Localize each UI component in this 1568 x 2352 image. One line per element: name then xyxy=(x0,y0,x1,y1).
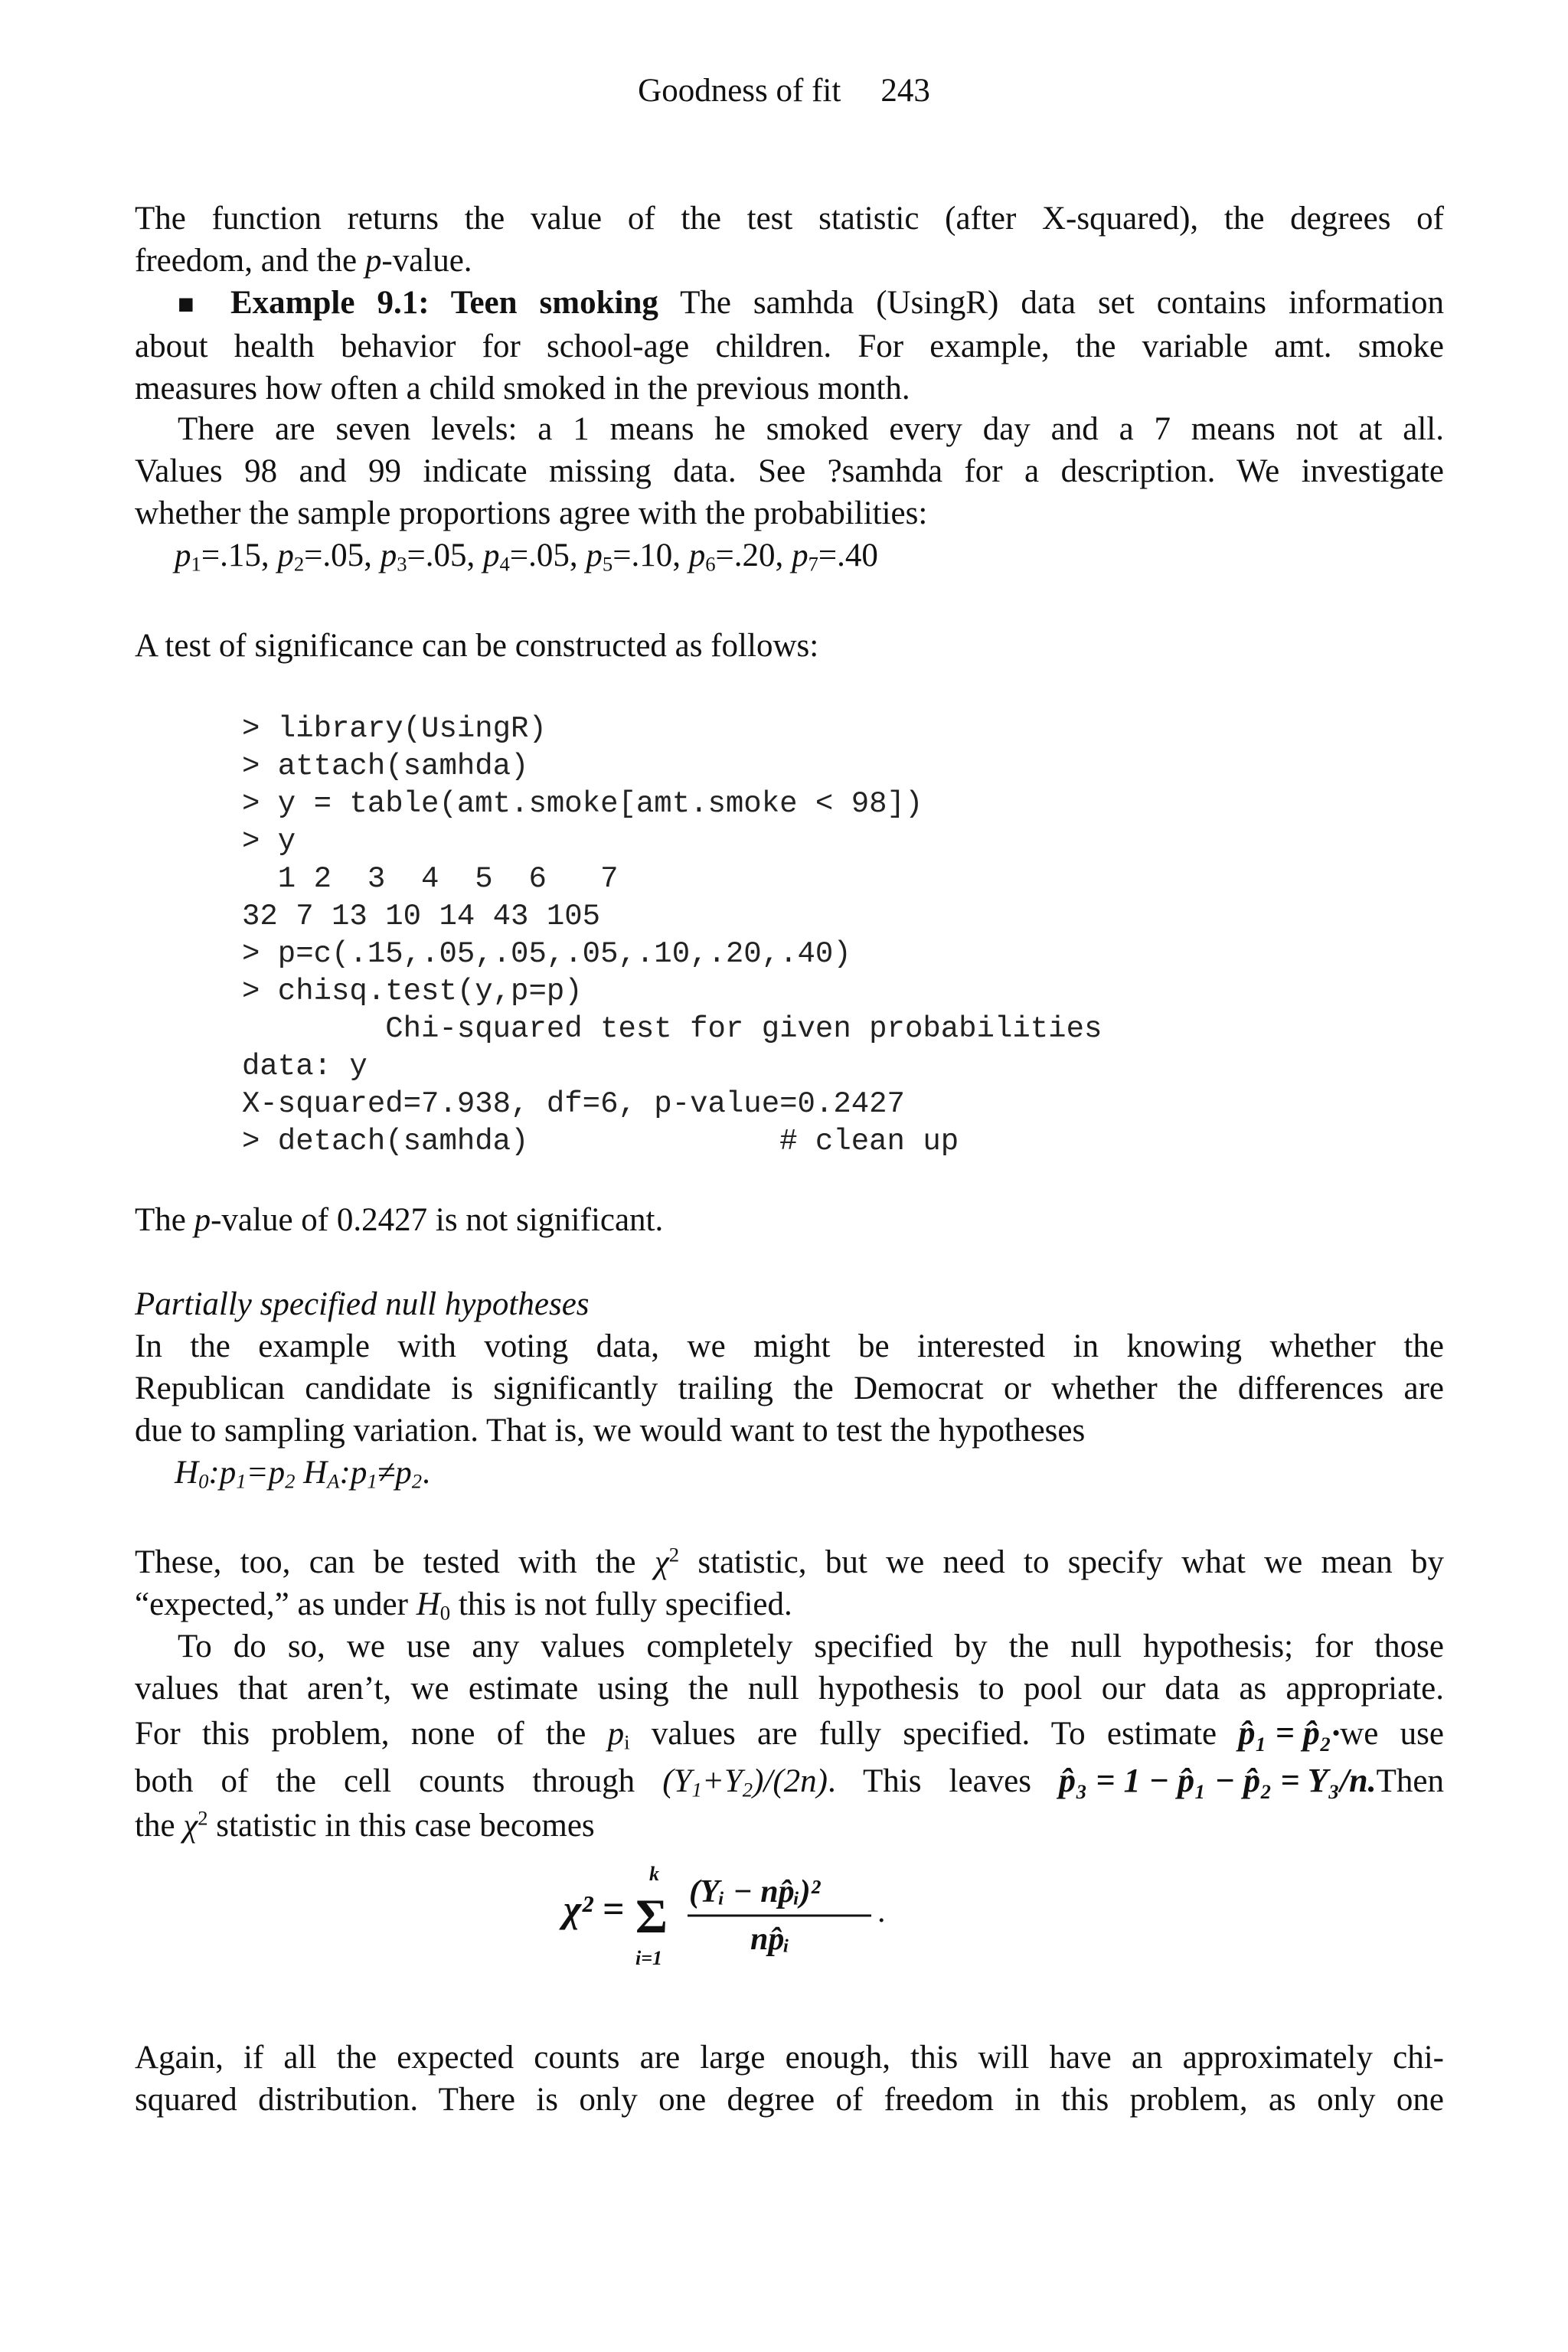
formula-denominator: np̂ᵢ xyxy=(750,1922,790,1957)
probability-1: $p_1=.15$, xyxy=(175,537,278,576)
paragraph-voting xyxy=(135,1325,1444,1452)
paragraph-p-value xyxy=(135,1199,1444,1241)
page-header xyxy=(0,72,1568,109)
code-line: X-squared=7.938, df=6, p-value=0.2427 xyxy=(242,1087,905,1121)
text-line: In the example with voting data, we might be interested in knowing whether the xyxy=(135,1328,1444,1364)
section-title: Partially specified null hypotheses xyxy=(135,1286,590,1322)
text-line: whether the sample proportions agree with the probabilities: xyxy=(135,495,928,531)
text-line: “expected,” as under $H_0$ this is not fully specified. xyxy=(135,1586,792,1625)
page-number: 243 xyxy=(880,73,930,109)
text-line: ■ Example 9.1: Teen smoking The samhda (UsingR) data set contains information xyxy=(178,285,1445,321)
formula-numerator: (Yᵢ − np̂ᵢ)² xyxy=(689,1874,821,1909)
text-line: both of the cell counts through $(Y_1+Y_2)/(2n)$. This leaves p̂₃ = 1 − p̂₁ − p̂₂ = Y₃/n.Then xyxy=(135,1757,1444,1805)
text-line: The p-value of 0.2427 is not significant. xyxy=(135,1202,664,1238)
probabilities xyxy=(175,537,878,576)
example-9-1 xyxy=(135,282,1444,410)
paragraph-test-statistic xyxy=(135,198,1444,282)
text-line: To do so, we use any values completely specified by the null hypothesis; for those xyxy=(178,1628,1444,1664)
probability-3: $p_3=.05$, xyxy=(380,537,484,576)
hypotheses-line: $H_0:p_1=p_2$ $H_A:p_1\ne p_2$. xyxy=(175,1455,430,1493)
probability-5: $p_5=.10$, xyxy=(586,537,689,576)
text-line: For this problem, none of the $p_i$ values are fully specified. To estimate p̂₁ = p̂₂·we use xyxy=(135,1710,1444,1757)
text-line: about health behavior for school-age children. For example, the variable amt. smoke xyxy=(135,328,1444,364)
code-line: > chisq.test(y,p=p) xyxy=(242,975,583,1008)
text-line: Republican candidate is significantly trailing the Democrat or whether the differences are xyxy=(135,1370,1444,1406)
text-line: These, too, can be tested with the $\chi^2$ statistic, but we need to specify what we mean by xyxy=(135,1543,1445,1580)
chi-squared-formula xyxy=(559,1859,942,1974)
leaves-formula: p̂₃ = 1 − p̂₁ − p̂₂ = Y₃/n. xyxy=(1059,1762,1377,1799)
paragraph-chi-squared xyxy=(135,1541,1444,1625)
text-line: the $\chi^2$ statistic in this case becomes xyxy=(135,1806,595,1844)
formula-lhs: χ² = xyxy=(564,1887,625,1930)
probabilities-line xyxy=(135,534,1444,577)
code-block xyxy=(242,710,1390,1161)
text-line: measures how often a child smoked in the previous month. xyxy=(135,371,910,407)
text-line: squared distribution. There is only one degree of freedom in this problem, as only one xyxy=(135,2082,1444,2118)
code-line: > library(UsingR) xyxy=(242,712,547,746)
paragraph-degrees-freedom xyxy=(135,2037,1444,2121)
formula-period: . xyxy=(877,1894,886,1929)
code-line: > p=c(.15,.05,.05,.05,.10,.20,.40) xyxy=(242,937,851,971)
code-line: > detach(samhda) # clean up xyxy=(242,1125,959,1158)
paragraph-estimate xyxy=(135,1625,1444,1847)
probability-6: $p_6=.20$, xyxy=(688,537,792,576)
text-line: The function returns the value of the test statistic (after X-squared), the degrees of xyxy=(135,201,1444,237)
probability-2: $p_2=.05$, xyxy=(277,537,381,576)
estimate-formula: p̂₁ = p̂₂· xyxy=(1238,1714,1341,1752)
example-title: Example 9.1: Teen smoking xyxy=(230,285,658,321)
text-line: A test of significance can be constructed as follows: xyxy=(135,628,819,664)
text-line: freedom, and the p-value. xyxy=(135,243,472,279)
probability-4: $p_4=.05$, xyxy=(483,537,586,576)
sum-lower: i=1 xyxy=(635,1947,663,1969)
section-heading xyxy=(135,1283,1444,1325)
paragraph-test-intro xyxy=(135,625,1444,667)
sum-upper: k xyxy=(649,1863,659,1885)
code-line: > attach(samhda) xyxy=(242,750,529,783)
probability-7: $p_7=.40$ xyxy=(792,537,878,576)
code-line: > y = table(amt.smoke[amt.smoke < 98]) xyxy=(242,787,923,821)
text-line: There are seven levels: a 1 means he smoked every day and a 7 means not at all. xyxy=(178,411,1444,447)
sum-symbol: Σ xyxy=(635,1889,668,1943)
paragraph-levels xyxy=(135,408,1444,534)
code-line: > y xyxy=(242,825,296,858)
code-line: Chi-squared test for given probabilities xyxy=(242,1012,1102,1046)
text-line: Again, if all the expected counts are large enough, this will have an approximately chi- xyxy=(135,2040,1444,2076)
text-line: due to sampling variation. That is, we would want to test the hypotheses xyxy=(135,1413,1086,1449)
text-line: Values 98 and 99 indicate missing data. See ?samhda for a description. We investigate xyxy=(135,453,1444,489)
text-line: values that aren’t, we estimate using the null hypothesis to pool our data as appropriate. xyxy=(135,1671,1444,1707)
code-line: 32 7 13 10 14 43 105 xyxy=(242,900,601,933)
code-line: data: y xyxy=(242,1050,368,1083)
square-bullet-icon: ■ xyxy=(178,289,208,319)
code-line: 1 2 3 4 5 6 7 xyxy=(242,862,619,896)
running-title: Goodness of fit xyxy=(638,73,841,109)
